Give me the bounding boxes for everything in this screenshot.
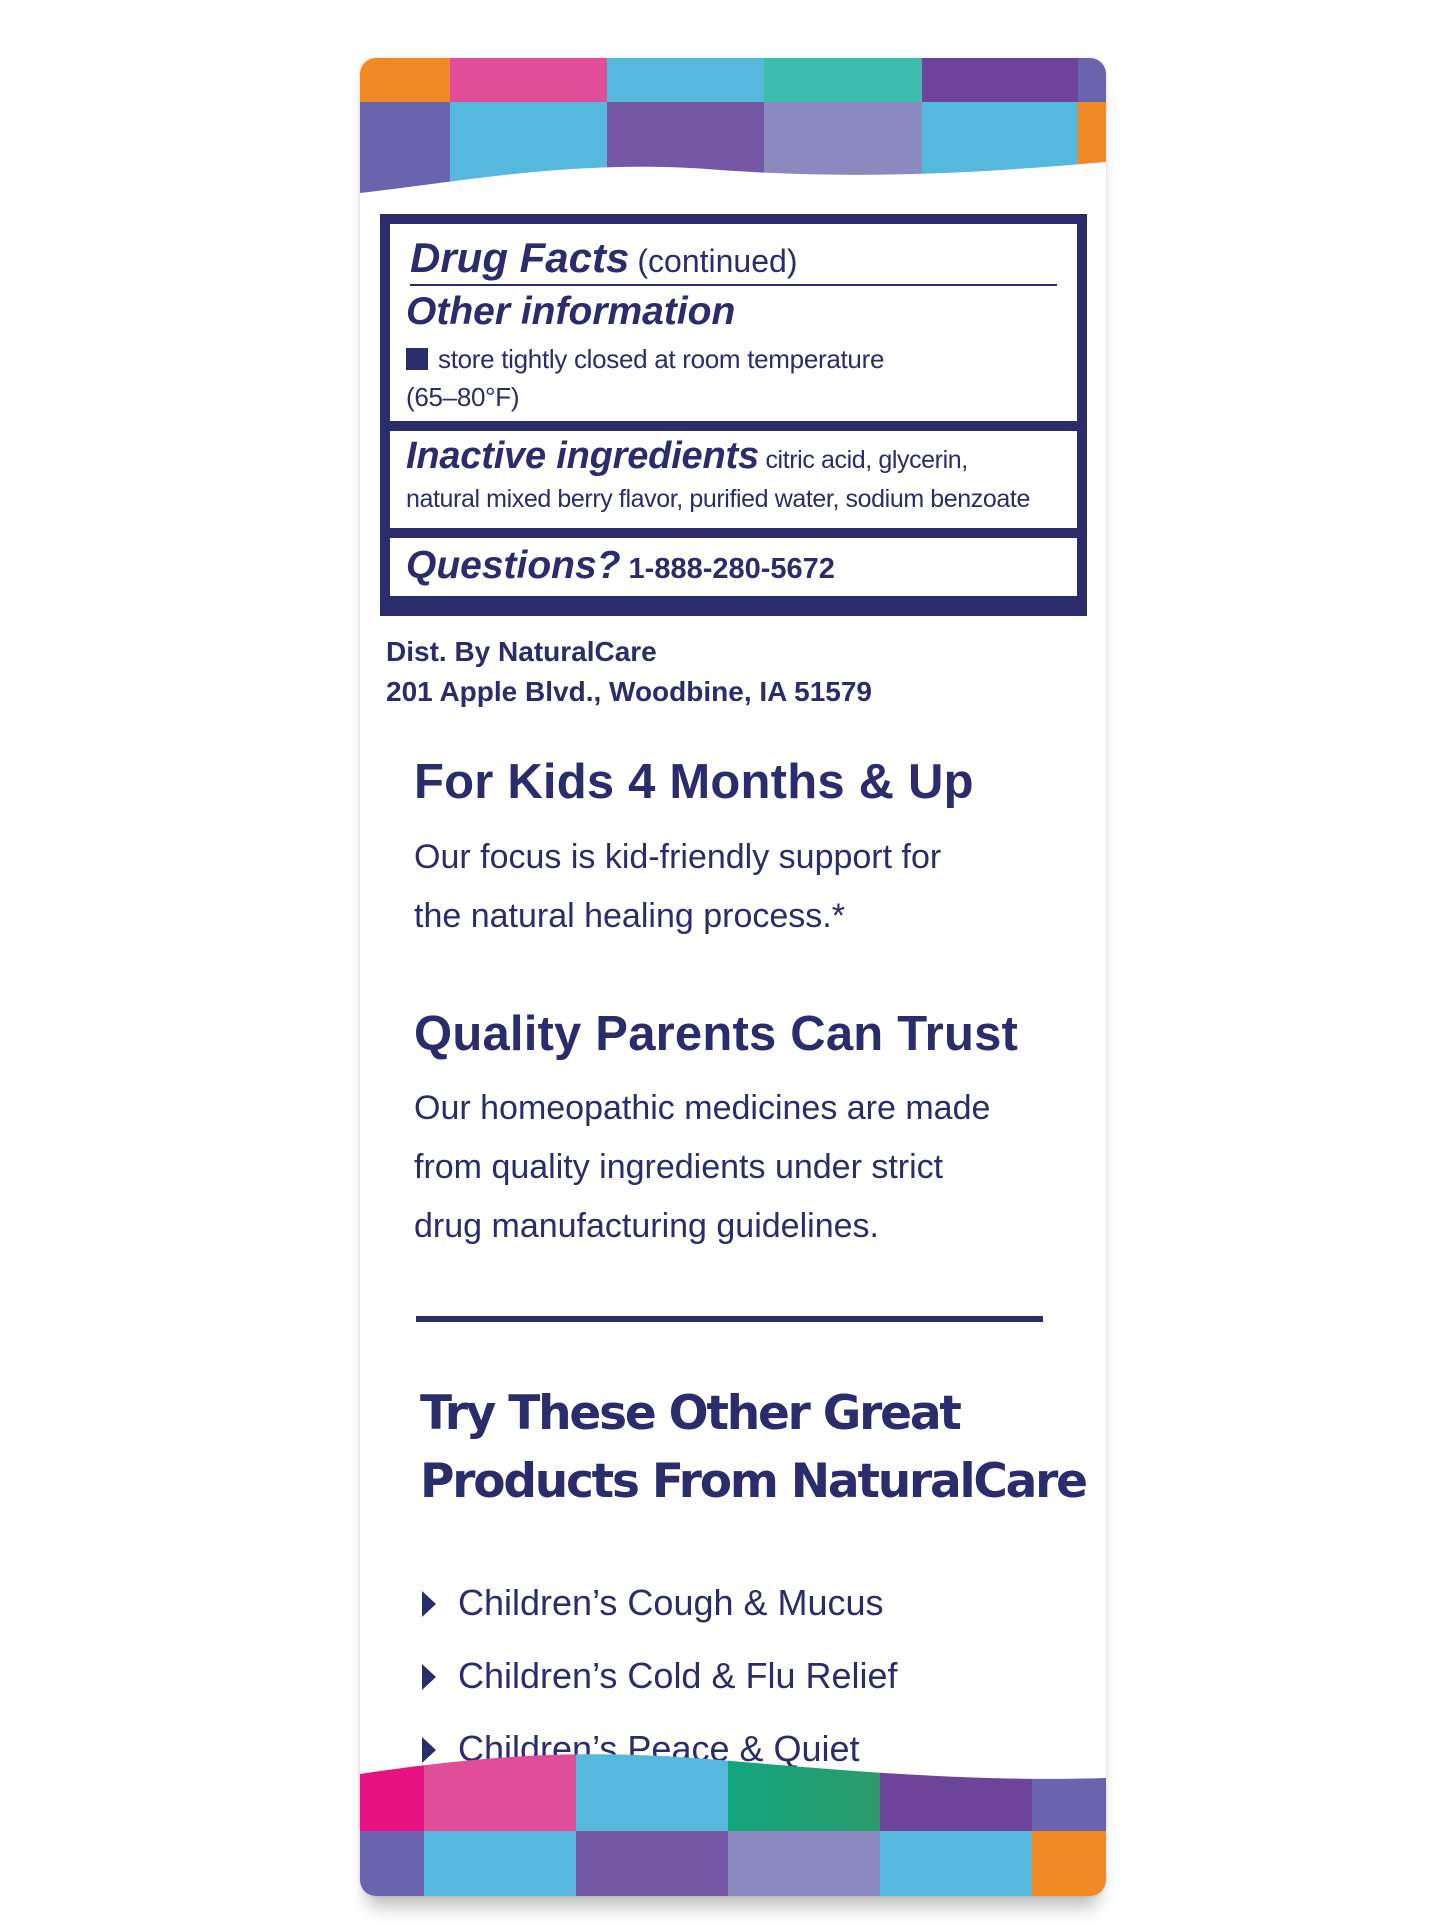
section-kids-heading: For Kids 4 Months & Up — [414, 755, 974, 809]
section-quality-line: drug manufacturing guidelines. — [414, 1207, 879, 1245]
section-quality-line: from quality ingredients under strict — [414, 1148, 944, 1186]
distributor-info — [386, 632, 872, 712]
bullet-square-icon — [406, 348, 428, 370]
product-name: Children’s Cough & Mucus — [458, 1582, 884, 1623]
inactive-ingredients-line2: natural mixed berry flavor, purified water, sodium benzoate — [406, 485, 1030, 513]
distributor-address: 201 Apple Blvd., Woodbine, IA 51579 — [386, 676, 872, 707]
product-label — [360, 58, 1106, 1896]
questions-heading: Questions? — [406, 544, 621, 587]
drug-facts-header — [410, 232, 1057, 286]
product-list-item — [422, 1578, 884, 1628]
distributor-name: Dist. By NaturalCare — [386, 636, 657, 667]
drug-facts-box — [380, 214, 1087, 616]
product-list-item — [422, 1651, 898, 1701]
questions-panel — [390, 538, 1077, 596]
section-quality-line: Our homeopathic medicines are made — [414, 1089, 991, 1127]
other-information-text — [406, 340, 884, 416]
inactive-ingredients-heading: Inactive ingredients — [406, 435, 759, 477]
section-quality-text — [414, 1079, 1094, 1256]
questions-phone: 1-888-280-5672 — [628, 553, 835, 585]
storage-instruction: store tightly closed at room temperature — [438, 344, 885, 374]
other-information-heading: Other information — [406, 290, 736, 333]
promo-heading-line: Try These Other Great — [420, 1386, 960, 1441]
product-name: Children’s Peace & Quiet — [458, 1728, 860, 1769]
product-name: Children’s Cold & Flu Relief — [458, 1655, 898, 1696]
inactive-ingredients-panel — [390, 431, 1077, 528]
promo-heading-line: Products From NaturalCare — [420, 1454, 1086, 1509]
inactive-ingredients-line1: citric acid, glycerin, — [765, 446, 968, 474]
section-divider — [416, 1316, 1043, 1322]
section-quality-heading: Quality Parents Can Trust — [414, 1007, 1019, 1061]
section-kids-line: the natural healing process.* — [414, 897, 845, 935]
section-kids-text — [414, 828, 1094, 946]
storage-temperature: (65–80°F) — [406, 382, 520, 412]
bottom-color-band — [360, 1726, 1106, 1896]
drug-facts-title: Drug Facts — [410, 234, 630, 281]
triangle-bullet-icon — [422, 1664, 436, 1690]
triangle-bullet-icon — [422, 1591, 436, 1617]
other-information-panel — [390, 224, 1077, 421]
drug-facts-continued: (continued) — [637, 243, 798, 279]
inactive-ingredients-text — [406, 435, 1030, 517]
promo-heading — [420, 1380, 1086, 1516]
section-kids-line: Our focus is kid-friendly support for — [414, 838, 942, 876]
